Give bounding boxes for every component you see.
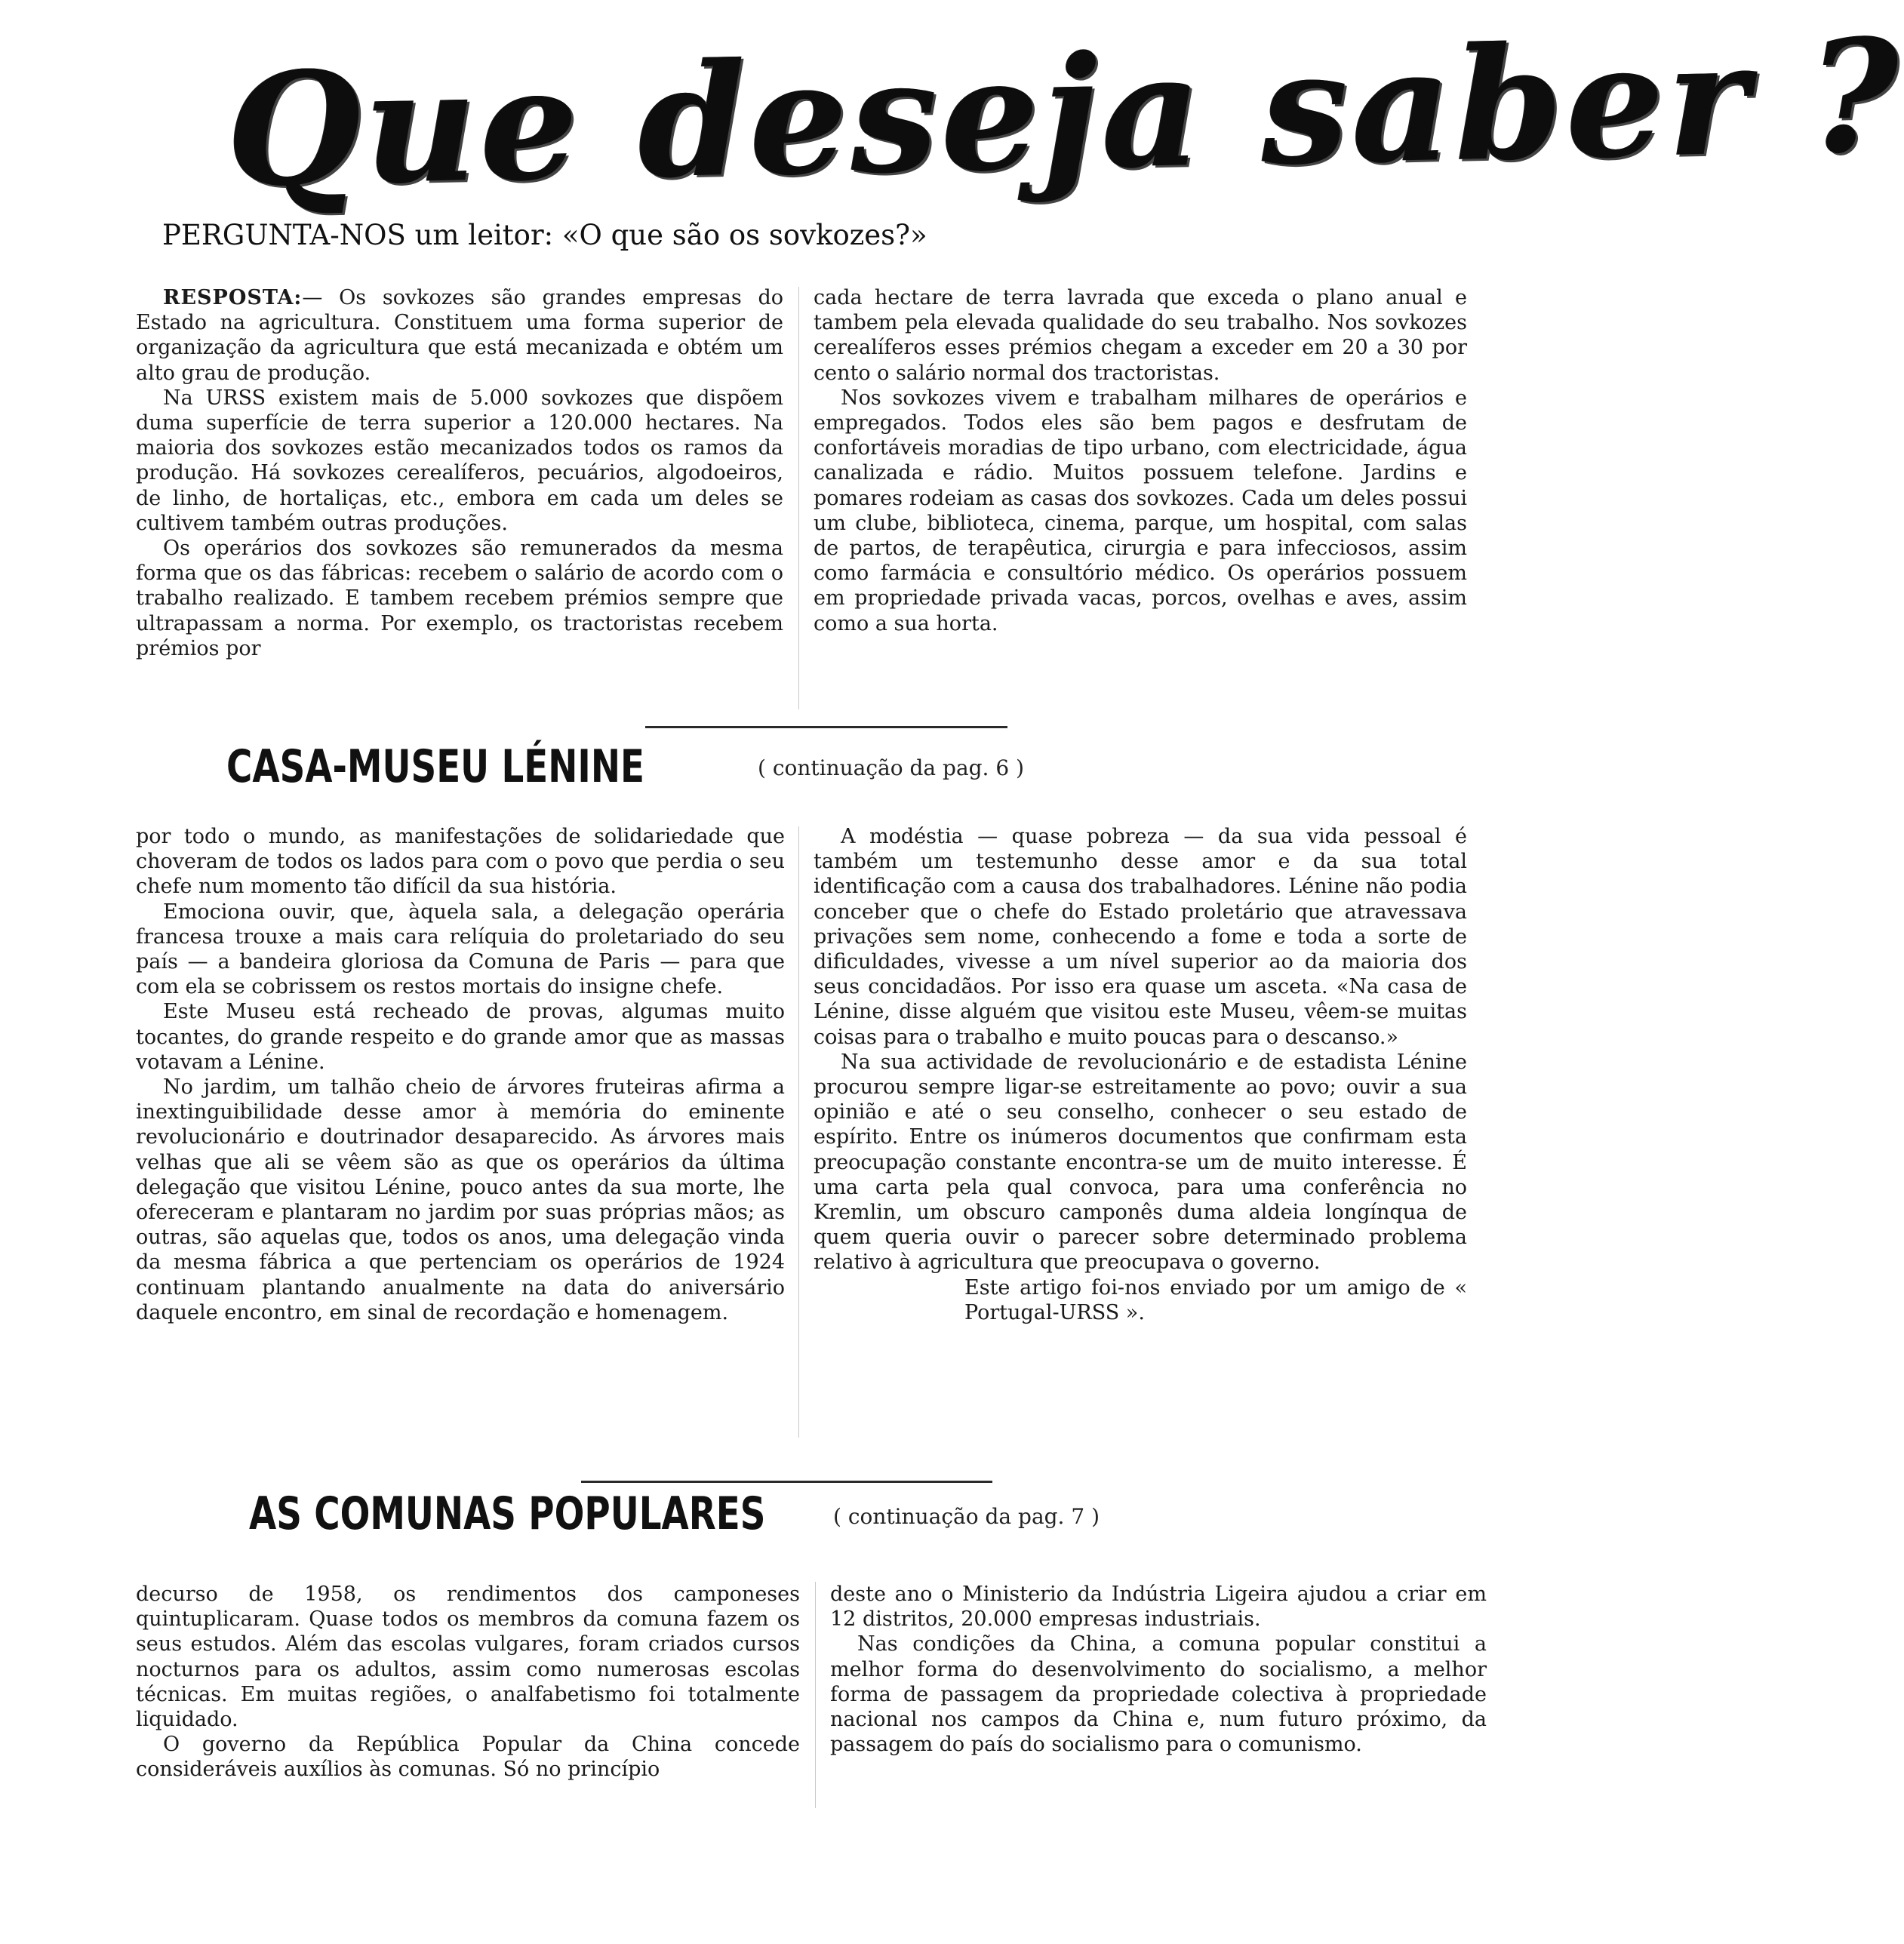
- article2-column-divider: [798, 826, 799, 1438]
- article1-right-column: [814, 285, 1467, 636]
- article1-left-paragraph-3: Os operários dos sovkozes são remunerados da mesma forma que os das fábricas: recebem o salário de acordo com o trabalho realizado. E tambem recebem prémios sempre que ultrapassam a norma. Por exemplo, os tractoristas recebem prémios por: [136, 537, 783, 660]
- article2-left-column: [136, 824, 785, 1325]
- section-divider-1: [645, 726, 1007, 728]
- article2-left-paragraph-1: por todo o mundo, as manifestações de solidariedade que choveram de todos os lados para com o povo que perdia o seu chefe num momento tão difícil da sua história.: [136, 825, 785, 899]
- article2-left-paragraph-4: No jardim, um talhão cheio de árvores fruteiras afirma a inextinguibilidade desse amor à memória do eminente revolucionário e doutrinador desaparecido. As árvores mais velhas que ali se vêem são as que os operários da última delegação que visitou Lénine, pouco antes da sua morte, lhe ofereceram e plantaram no jardim por suas próprias mãos; as outras, são aquelas que, todos os anos, uma delegação vinda da mesma fábrica a que pertenciam os operários de 1924 continuam plantando anualmente na data do aniversário daquele encontro, em sinal de recordação e homenagem.: [136, 1075, 785, 1324]
- article2-right-column: [814, 824, 1467, 1325]
- article1-column-divider: [798, 287, 799, 709]
- article3-left-paragraph-1: decurso de 1958, os rendimentos dos camponeses quintuplicaram. Quase todos os membros da comuna fazem os seus estudos. Além das escolas vulgares, foram criados cursos nocturnos para os adultos, assim como numerosas escolas técnicas. Em muitas regiões, o analfabetismo foi totalmente liquidado.: [136, 1583, 800, 1732]
- article3-right-paragraph-2: Nas condições da China, a comuna popular constitui a melhor forma do desenvolvimento do socialismo, a melhor forma de passagem da propriedade colectiva à propriedade nacional nos campos da China e, num futuro próximo, da passagem do país do socialismo para o comunismo.: [830, 1632, 1487, 1757]
- article2-continuation: ( continuação da pag. 6 ): [758, 755, 1024, 780]
- article3-left-column: [136, 1582, 800, 1783]
- answer-label: RESPOSTA:: [163, 286, 303, 309]
- article1-left-paragraph-2: Na URSS existem mais de 5.000 sovkozes que dispõem duma superfície de terra superior a 120.000 hectares. Na maioria dos sovkozes estão mecanizados todos os ramos da produção. Há sovkozes cerealíferos, pecuários, algodoeiros, de linho, de hortaliças, etc., embora em cada um deles se cultivem também outras produções.: [136, 386, 783, 535]
- reader-question: PERGUNTA-NOS um leitor: «O que são os sovkozes?»: [162, 219, 927, 251]
- article1-left-paragraph-1-text: — Os sovkozes são grandes empresas do Estado na agricultura. Constituem uma forma superior de organização da agricultura que está mecanizada e obtém um alto grau de produção.: [136, 286, 783, 385]
- article3-right-paragraph-1: deste ano o Ministerio da Indústria Ligeira ajudou a criar em 12 distritos, 20.000 empresas industriais.: [830, 1583, 1487, 1632]
- article2-signoff: Este artigo foi-nos enviado por um amigo de « Portugal-URSS ».: [964, 1275, 1467, 1324]
- article2-right-paragraph-2: Na sua actividade de revolucionário e de estadista Lénine procurou sempre ligar-se estreitamente ao povo; ouvir a sua opinião e até o seu conselho, conhecer o seu estado de espírito. Entre os inúmeros documentos que confirmam esta preocupação constante encontra-se um de muito interesse. É uma carta pela qual convoca, para uma conferência no Kremlin, um obscuro camponês duma aldeia longínqua de quem queria ouvir o parecer sobre determinado problema relativo à agricultura que preocupava o governo.: [814, 1050, 1467, 1275]
- masthead-title: Que deseja saber ?: [224, 5, 1904, 222]
- article2-left-paragraph-2: Emociona ouvir, que, àquela sala, a delegação operária francesa trouxe a mais cara relíquia do proletariado do seu país — a bandeira gloriosa da Comuna de Paris — para que com ela se cobrissem os restos mortais do insigne chefe.: [136, 900, 785, 999]
- article3-continuation: ( continuação da pag. 7 ): [833, 1504, 1100, 1529]
- article2-right-paragraph-1: A modéstia — quase pobreza — da sua vida pessoal é também um testemunho desse amor e da sua total identificação com a causa dos trabalhadores. Lénine não podia conceber que o chefe do Estado proletário que atravessava privações sem nome, conhecendo a fome e toda a sorte de dificuldades, vivesse a um nível superior ao da maioria dos seus concidadãos. Por isso era quase um asceta. «Na casa de Lénine, disse alguém que visitou este Museu, vêem-se muitas coisas para o trabalho e muito poucas para o descanso.»: [814, 825, 1467, 1049]
- article1-left-column: [136, 285, 783, 661]
- article1-right-paragraph-2: Nos sovkozes vivem e trabalham milhares de operários e empregados. Todos eles são bem pagos e desfrutam de confortáveis moradias de tipo urbano, com electricidade, água canalizada e rádio. Muitos possuem telefone. Jardins e pomares rodeiam as casas dos sovkozes. Cada um deles possui um clube, biblioteca, cinema, parque, um hospital, com salas de partos, de terapêutica, cirurgia e para infecciosos, assim como farmácia e consultório médico. Os operários possuem em propriedade privada vacas, porcos, ovelhas e aves, assim como a sua horta.: [814, 386, 1467, 635]
- article3-left-paragraph-2: O governo da República Popular da China concede consideráveis auxílios às comunas. Só no princípio: [136, 1733, 800, 1782]
- article1-left-paragraph-1: [136, 285, 783, 386]
- article1-right-paragraph-1: cada hectare de terra lavrada que exceda o plano anual e tambem pela elevada qualidade do seu trabalho. Nos sovkozes cerealíferos esses prémios chegam a exceder em 20 a 30 por cento o salário normal dos tractoristas.: [814, 286, 1467, 385]
- section-divider-2: [581, 1481, 992, 1483]
- article2-title: CASA-MUSEU LÉNINE: [226, 740, 644, 793]
- article3-column-divider: [815, 1582, 816, 1808]
- article2-left-paragraph-3: Este Museu está recheado de provas, algumas muito tocantes, do grande respeito e do grande amor que as massas votavam a Lénine.: [136, 1000, 785, 1074]
- article3-title: AS COMUNAS POPULARES: [249, 1487, 766, 1540]
- article3-right-column: [830, 1582, 1487, 1757]
